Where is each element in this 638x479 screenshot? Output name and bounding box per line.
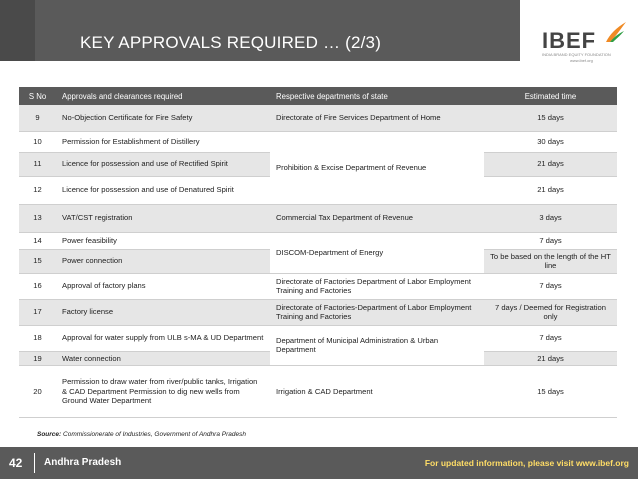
cell-time: 7 days [484,325,617,351]
cell-department-merged: Department of Municipal Administration & Urban Department [270,325,484,366]
cell-time: 30 days [484,131,617,152]
cell-time: To be based on the length of the HT line [484,249,617,273]
source-label: Source: [37,431,62,438]
cell-time: 7 days [484,273,617,299]
table-row [19,366,617,418]
cell-sno: 11 [19,152,56,176]
cell-approval: Permission for Establishment of Distillery [56,131,270,152]
table-row [19,204,617,232]
table-row [19,131,617,152]
table-header-row [19,87,617,105]
logo-brand: IBEF [542,28,597,53]
cell-sno: 15 [19,249,56,273]
cell-sno: 16 [19,273,56,299]
table-row [19,325,617,351]
header [0,0,638,86]
cell-approval: Power feasibility [56,232,270,249]
source-text: Commissionerate of Industries, Government of Andhra Pradesh [63,431,246,438]
cell-department-merged: Prohibition & Excise Department of Revenue [270,131,484,204]
source-note [37,431,246,438]
cell-department: Irrigation & CAD Department [270,366,484,418]
cell-time: 21 days [484,152,617,176]
cell-approval: Licence for possession and use of Denatured Spirit [56,176,270,204]
footer-link[interactable]: For updated information, please visit www.ibef.org [424,458,629,468]
page-number: 42 [9,456,23,470]
cell-approval: Power connection [56,249,270,273]
cell-approval: VAT/CST registration [56,204,270,232]
cell-time: 15 days [484,366,617,418]
logo-url: www.ibef.org [570,58,593,63]
cell-sno: 17 [19,299,56,325]
cell-time: 7 days / Deemed for Registration only [484,299,617,325]
cell-sno: 12 [19,176,56,204]
cell-approval: Licence for possession and use of Rectified Spirit [56,152,270,176]
cell-approval: Factory license [56,299,270,325]
cell-sno: 20 [19,366,56,418]
page-title: KEY APPROVALS REQUIRED … (2/3) [80,33,382,52]
cell-time: 7 days [484,232,617,249]
table-row [19,299,617,325]
ibef-logo[interactable] [530,20,630,68]
cell-department-merged: DISCOM-Department of Energy [270,232,484,273]
cell-time: 3 days [484,204,617,232]
cell-time: 15 days [484,105,617,131]
footer-divider [34,453,35,473]
cell-time: 21 days [484,351,617,366]
cell-department: Directorate of Factories Department of Labor Employment Training and Factories [270,273,484,299]
cell-department: Commercial Tax Department of Revenue [270,204,484,232]
cell-approval: Approval for water supply from ULB s-MA & UD Department [56,325,270,351]
cell-approval: Water connection [56,351,270,366]
flame-icon [602,20,628,46]
cell-sno: 10 [19,131,56,152]
table-row [19,105,617,131]
cell-sno: 9 [19,105,56,131]
logo-tagline: INDIA BRAND EQUITY FOUNDATION [542,52,611,57]
cell-sno: 18 [19,325,56,351]
cell-approval: Permission to draw water from river/public tanks, Irrigation & CAD Department Permission to dig new wells from Ground Water Department [56,366,270,418]
header-approvals: Approvals and clearances required [56,87,270,105]
table-row [19,232,617,249]
header-sno: S No [19,87,56,105]
footer [0,447,638,479]
cell-sno: 14 [19,232,56,249]
approvals-table [19,87,617,418]
cell-approval: Approval of factory plans [56,273,270,299]
cell-department: Directorate of Fire Services Department of Home [270,105,484,131]
header-departments: Respective departments of state [270,87,484,105]
cell-sno: 13 [19,204,56,232]
cell-sno: 19 [19,351,56,366]
cell-department: Directorate of Factories-Department of Labor Employment Training and Factories [270,299,484,325]
cell-time: 21 days [484,176,617,204]
header-time: Estimated time [484,87,617,105]
cell-approval: No-Objection Certificate for Fire Safety [56,105,270,131]
table-row [19,273,617,299]
footer-state: Andhra Pradesh [44,457,122,468]
